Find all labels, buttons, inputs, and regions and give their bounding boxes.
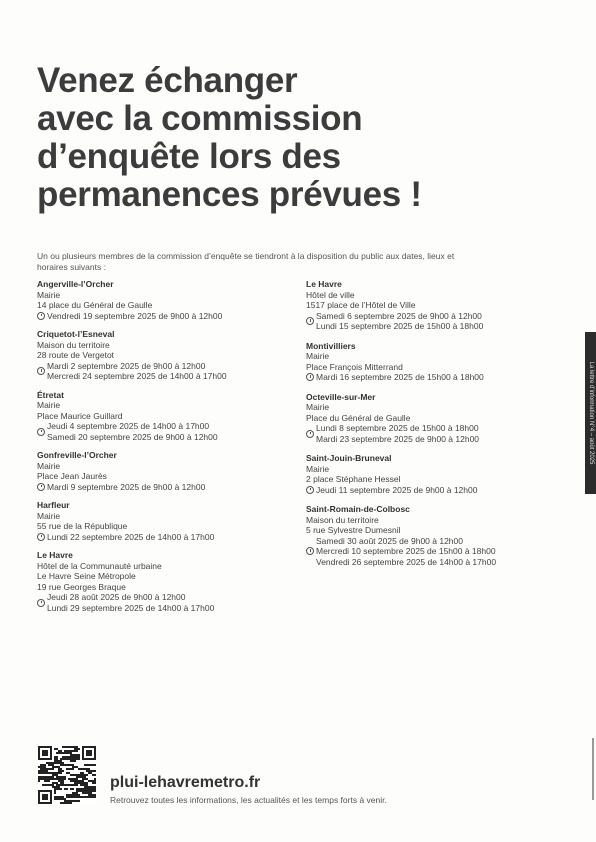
headline-line: avec la commission	[37, 99, 363, 138]
session-date: Samedi 20 septembre 2025 de 9h00 à 12h00	[47, 431, 218, 442]
session-dates	[37, 361, 287, 382]
session-date: Lundi 29 septembre 2025 de 14h00 à 17h00	[47, 602, 215, 613]
address-line: 2 place Stéphane Hessel	[306, 474, 401, 484]
session-date: Mardi 23 septembre 2025 de 9h00 à 12h00	[316, 433, 480, 444]
address-line: Mairie	[306, 402, 330, 412]
city-name: Harfleur	[37, 500, 70, 510]
address-line: Place Maurice Guillard	[37, 410, 123, 421]
session-date: Lundi 22 septembre 2025 de 14h00 à 17h00	[47, 531, 215, 542]
address-line: Hôtel de ville	[306, 289, 355, 300]
city-name: Le Havre	[37, 550, 73, 560]
address-line: 5 rue Sylvestre Dumesnil	[306, 525, 401, 535]
address-line: Mairie	[37, 289, 61, 300]
page-headline	[37, 62, 557, 214]
city-name: Le Havre	[306, 279, 342, 289]
clock-icon	[306, 373, 314, 381]
issue-sidebar	[585, 332, 596, 494]
session-dates	[306, 485, 556, 496]
permanence-entry	[37, 329, 287, 382]
permanence-entry	[37, 450, 287, 492]
session-date: Mardi 2 septembre 2025 de 9h00 à 12h00	[47, 360, 206, 371]
clock-icon	[306, 430, 314, 438]
address-line: Mairie	[37, 510, 61, 521]
city-name: Gonfreville-l’Orcher	[37, 450, 117, 460]
address-line: Maison du territoire	[306, 514, 379, 525]
edge-mark	[592, 738, 594, 800]
session-dates	[37, 482, 287, 493]
session-dates	[37, 421, 287, 442]
session-date: Vendredi 19 septembre 2025 de 9h00 à 12h00	[47, 310, 223, 321]
left-column	[37, 279, 287, 621]
session-date: Jeudi 28 août 2025 de 9h00 à 12h00	[47, 592, 186, 602]
city-name: Saint-Romain-de-Colbosc	[306, 504, 410, 514]
clock-icon	[306, 317, 314, 325]
address-line: Place François Mitterrand	[306, 361, 403, 372]
footer-tagline: Retrouvez toutes les informations, les actualités et les temps forts à venir.	[110, 795, 387, 805]
intro-text: Un ou plusieurs membres de la commission d’enquête se tiendront à la disposition du public aux dates, lieux et horaires suivants :	[37, 251, 455, 272]
clock-icon	[37, 483, 45, 491]
session-dates	[306, 372, 556, 383]
permanence-entry	[37, 500, 287, 542]
permanence-entry	[37, 550, 287, 613]
clock-icon	[306, 486, 314, 494]
permanence-entry	[306, 504, 556, 567]
clock-icon	[37, 428, 45, 436]
session-date: Jeudi 11 septembre 2025 de 9h00 à 12h00	[316, 484, 478, 495]
qr-code[interactable]	[38, 746, 96, 804]
sidebar-label: La lettre d’information N°4 – août 2025	[587, 361, 594, 465]
permanence-entry	[37, 390, 287, 443]
permanence-entry	[306, 279, 556, 332]
session-dates	[37, 592, 287, 613]
session-date: Samedi 6 septembre 2025 de 9h00 à 12h00	[316, 310, 482, 321]
clock-icon	[37, 533, 45, 541]
city-name: Montivilliers	[306, 340, 356, 351]
session-date: Mardi 9 septembre 2025 de 9h00 à 12h00	[47, 481, 206, 492]
clock-icon	[306, 547, 314, 555]
right-column	[306, 279, 556, 576]
headline-line: Venez échanger	[37, 61, 298, 100]
address-line: Place du Général de Gaulle	[306, 412, 411, 423]
session-dates	[37, 532, 287, 543]
session-date: Samedi 30 août 2025 de 9h00 à 12h00	[316, 535, 463, 546]
session-dates	[37, 311, 287, 322]
city-name: Octeville-sur-Mer	[306, 391, 376, 402]
address-line: Mairie	[306, 463, 330, 474]
city-name: Angerville-l’Orcher	[37, 279, 114, 289]
address-line: 14 place du Général de Gaulle	[37, 300, 153, 310]
city-name: Saint-Jouin-Bruneval	[306, 453, 392, 463]
headline-line: permanences prévues !	[37, 175, 422, 214]
address-line: Maison du territoire	[37, 339, 110, 350]
session-date: Mercredi 24 septembre 2025 de 14h00 à 17h00	[47, 371, 227, 381]
address-line: 1517 place de l’Hôtel de Ville	[306, 300, 416, 310]
address-line: Hôtel de la Communauté urbaine	[37, 560, 162, 571]
session-dates	[306, 311, 556, 332]
session-date: Mardi 16 septembre 2025 de 15h00 à 18h00	[316, 372, 484, 382]
session-dates	[306, 423, 556, 444]
session-date: Mercredi 10 septembre 2025 de 15h00 à 18h00	[316, 546, 496, 556]
session-date: Lundi 8 septembre 2025 de 15h00 à 18h00	[316, 423, 479, 433]
permanence-entry	[306, 392, 556, 445]
session-date: Lundi 15 septembre 2025 de 15h00 à 18h00	[316, 321, 484, 331]
address-line: Mairie	[37, 400, 61, 410]
address-line: Mairie	[37, 460, 61, 471]
session-date: Jeudi 4 septembre 2025 de 14h00 à 17h00	[47, 421, 210, 431]
address-line: Le Havre Seine Métropole	[37, 571, 136, 581]
address-line: Place Jean Jaurès	[37, 471, 107, 481]
city-name: Criquetot-l’Esneval	[37, 329, 115, 339]
clock-icon	[37, 599, 45, 607]
address-line: 19 rue Georges Braque	[37, 581, 126, 592]
clock-icon	[37, 312, 45, 320]
headline-line: d’enquête lors des	[37, 137, 341, 176]
address-line: 28 route de Vergetot	[37, 350, 115, 360]
session-date: Vendredi 26 septembre 2025 de 14h00 à 17h00	[316, 556, 497, 567]
session-dates	[306, 536, 556, 568]
website-link[interactable]: plui-lehavremetro.fr	[110, 774, 261, 791]
permanence-entry	[306, 341, 556, 383]
permanence-entry	[306, 453, 556, 495]
address-line: 55 rue de la République	[37, 521, 128, 531]
permanence-entry	[37, 279, 287, 321]
city-name: Étretat	[37, 389, 64, 400]
clock-icon	[37, 367, 45, 375]
address-line: Mairie	[306, 351, 330, 361]
